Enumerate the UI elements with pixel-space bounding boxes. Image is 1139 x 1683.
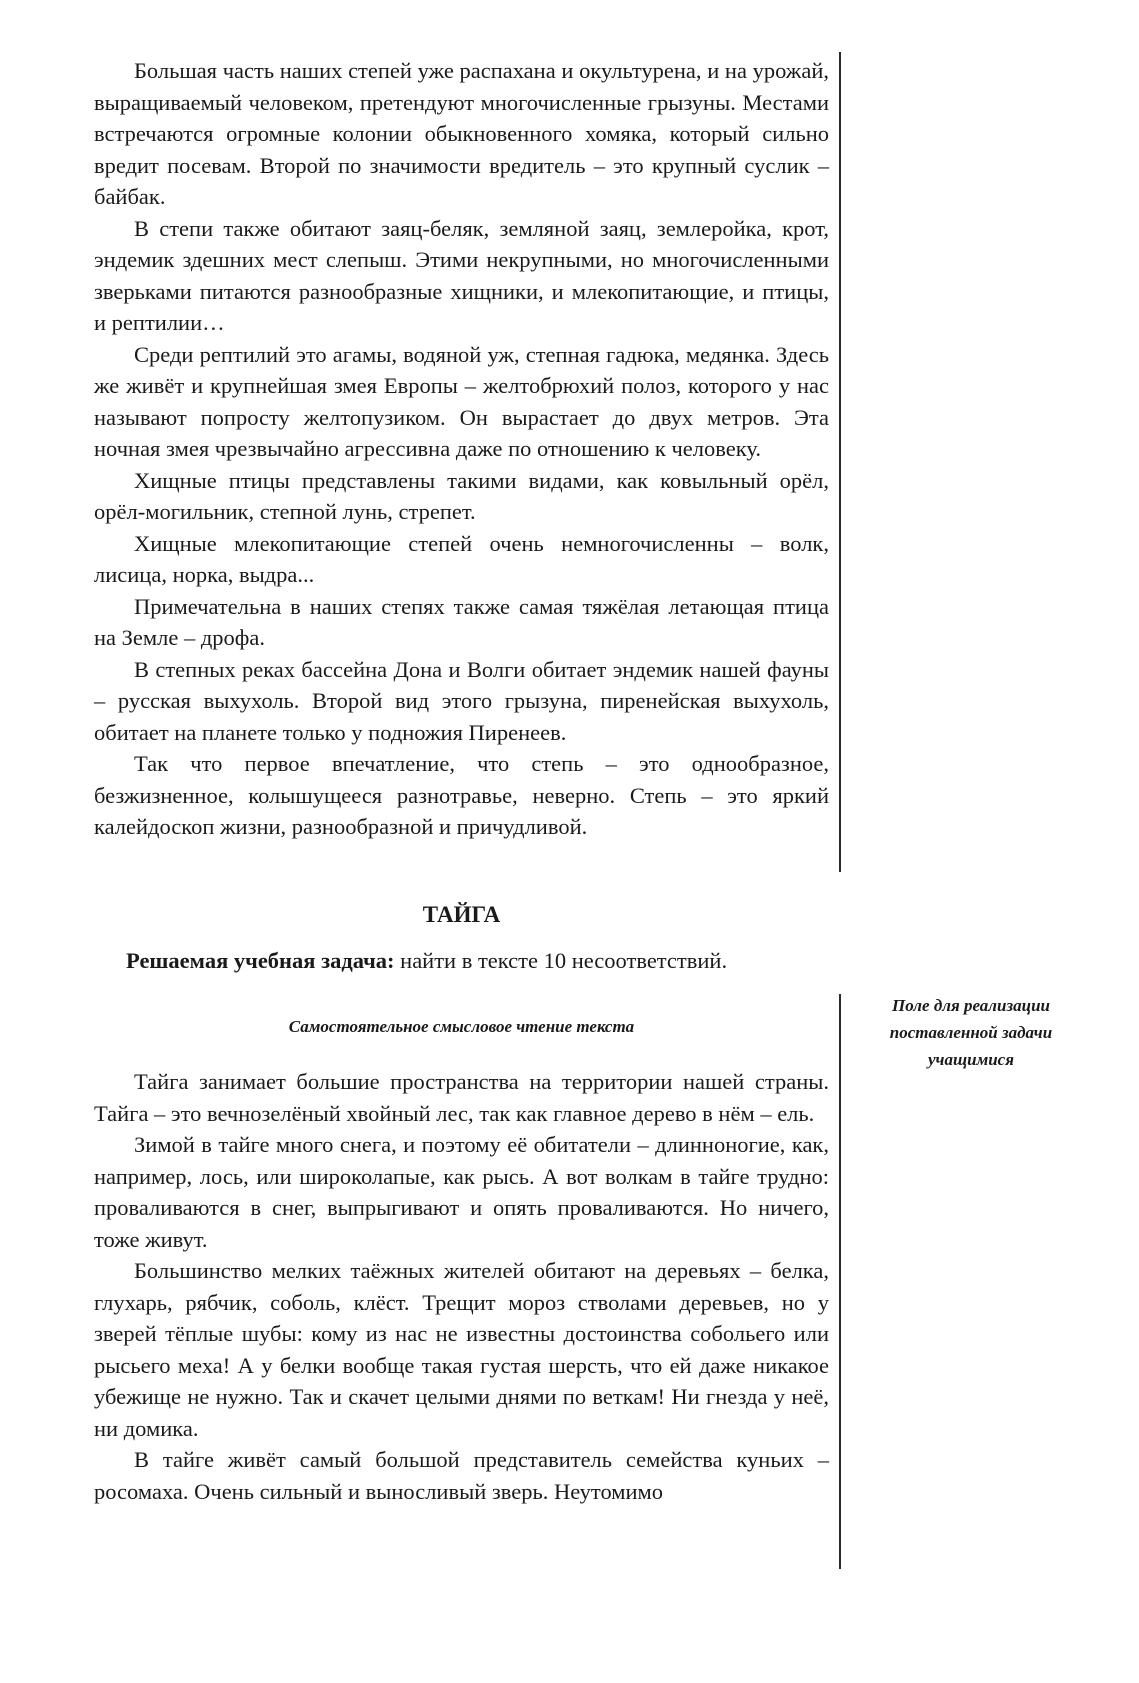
margin-note-line: Поле для реализации — [892, 996, 1050, 1015]
paragraph: Хищные млекопитающие степей очень немногочисленны – волк, лисица, норка, выдра... — [94, 530, 829, 587]
paragraph: Зимой в тайге много снега, и поэтому её обитатели – длинноногие, как, например, лось, или широколапые, как рысь. А вот волкам в тайге трудно: проваливаются в снег, выпрыгивают и опять проваливаются. Но ничего, тоже живут. — [94, 1132, 829, 1252]
learning-task — [126, 948, 846, 974]
learning-task-text: найти в тексте 10 несоответствий. — [394, 948, 728, 973]
paragraph: В степных реках бассейна Дона и Волги обитает эндемик нашей фауны – русская выхухоль. Второй вид этого грызуна, пиренейская выхухоль, обитает на планете только у подножия Пиренеев. — [94, 656, 829, 745]
steppe-text-column — [94, 55, 829, 843]
paragraph: Среди рептилий это агамы, водяной уж, степная гадюка, медянка. Здесь же живёт и крупнейшая змея Европы – желтобрюхий полоз, которого у нас называют попросту желтопузиком. Он вырастает до двух метров. Эта ночная змея чрезвычайно агрессивна даже по отношению к человеку. — [94, 341, 829, 461]
margin-divider-line — [839, 52, 841, 872]
section-title: ТАЙГА — [422, 902, 501, 927]
paragraph: Большинство мелких таёжных жителей обитают на деревьях – белка, глухарь, рябчик, соболь, клёст. Трещит мороз стволами деревьев, но у зверей тёплые шубы: кому из нас не известны достоинства собольего или рысьего меха! А у белки вообще такая густая шерсть, что ей даже никакое убежище не нужно. Так и скачет целыми днями по веткам! Ни гнезда у неё, ни домика. — [94, 1258, 829, 1441]
reading-subheading: Самостоятельное смысловое чтение текста — [288, 1017, 635, 1036]
paragraph: Тайга занимает большие пространства на территории нашей страны. Тайга – это вечнозелёный хвойный лес, так как главное дерево в нём – ель. — [94, 1069, 829, 1126]
paragraph: В тайге живёт самый большой представитель семейства куньих – росомаха. Очень сильный и выносливый зверь. Неутомимо — [94, 1447, 829, 1504]
paragraph: Большая часть наших степей уже распахана и окультурена, и на урожай, выращиваемый человеком, претендуют многочисленные грызуны. Местами встречаются огромные колонии обыкновенного хомяка, который сильно вредит посевам. Второй по значимости вредитель – это крупный суслик – байбак. — [94, 58, 829, 209]
margin-note-line: учащимися — [928, 1050, 1014, 1069]
paragraph: В степи также обитают заяц-беляк, земляной заяц, землеройка, крот, эндемик здешних мест слепыш. Этими некрупными, но многочисленными зверьками питаются разнообразные хищники, и млекопитающие, и птицы, и рептилии… — [94, 215, 829, 335]
paragraph: Примечательна в наших степях также самая тяжёлая летающая птица на Земле – дрофа. — [94, 593, 829, 650]
taiga-text-column — [94, 1066, 829, 1507]
margin-note — [866, 992, 1076, 1073]
paragraph: Хищные птицы представлены такими видами, как ковыльный орёл, орёл-могильник, степной лунь, стрепет. — [94, 467, 829, 524]
margin-divider-line — [839, 994, 841, 1569]
margin-note-line: поставленной задачи — [889, 1023, 1053, 1042]
learning-task-label: Решаемая учебная задача: — [126, 948, 395, 973]
paragraph: Так что первое впечатление, что степь – это однообразное, безжизненное, колышущееся разнотравье, неверно. Степь – это яркий калейдоскоп жизни, разнообразной и причудливой. — [94, 751, 829, 839]
